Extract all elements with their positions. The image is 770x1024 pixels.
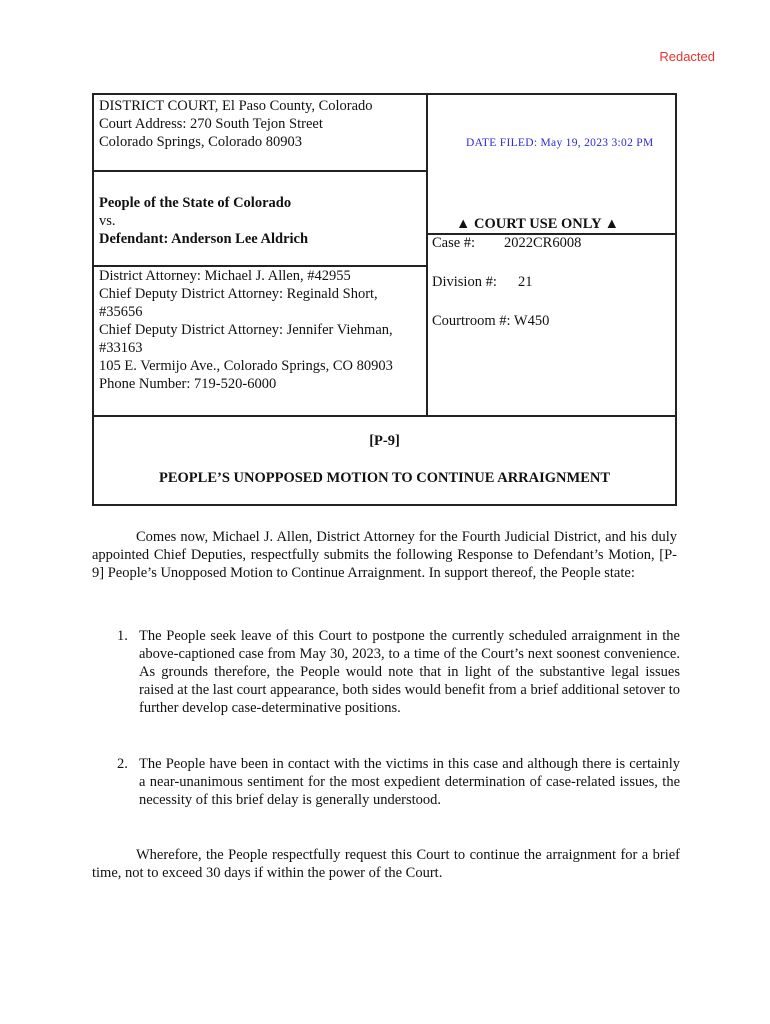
- division-row: [432, 274, 533, 291]
- caption-divider-title: [94, 415, 677, 417]
- plaintiff-name: People of the State of Colorado: [99, 195, 292, 211]
- division-label: Division #:: [432, 274, 497, 290]
- case-number: 2022CR6008: [504, 235, 582, 251]
- court-block: [99, 97, 373, 151]
- attorney-line: 105 E. Vermijo Ave., Colorado Springs, CO 80903: [99, 358, 393, 374]
- intro-text: Comes now, Michael J. Allen, District Attorney for the Fourth Judicial District, and his duly appointed Chief Deputies, respectfully submits the following Response to Defendant’s Motion, [P-9] People’s Unopposed Motion to Continue Arraignment. In support thereof, the People state:: [92, 529, 677, 581]
- intro-paragraph: [92, 528, 677, 582]
- courtroom-row: Courtroom #: W450: [432, 313, 550, 329]
- caption-vertical-divider: [426, 95, 428, 415]
- court-name: DISTRICT COURT, El Paso County, Colorado: [99, 98, 373, 114]
- case-label: Case #:: [432, 235, 476, 251]
- court-use-only-label: ▲ COURT USE ONLY ▲: [456, 216, 620, 232]
- defendant-name: Defendant: Anderson Lee Aldrich: [99, 231, 309, 247]
- redacted-stamp: Redacted: [659, 49, 715, 64]
- attorney-line: Phone Number: 719-520-6000: [99, 376, 277, 392]
- attorney-line: #33163: [99, 340, 143, 356]
- versus-label: vs.: [99, 213, 116, 229]
- parties-block: [99, 194, 308, 248]
- date-filed-stamp: DATE FILED: May 19, 2023 3:02 PM: [466, 137, 654, 149]
- motion-title-block: [94, 433, 675, 487]
- case-number-row: [432, 235, 581, 252]
- conclusion-paragraph: [92, 846, 680, 882]
- list-item-text: The People seek leave of this Court to postpone the currently scheduled arraignment in the above-captioned case from May 30, 2023, to a time of the Court’s next soonest convenience. As grounds therefore, the People would note that in light of the substantive legal issues raised at the last court appearance, both sides would benefit from a brief additional setover to further develop case-determinative positions.: [139, 628, 680, 716]
- list-item: [117, 627, 680, 717]
- case-caption-box: [92, 93, 677, 506]
- conclusion-text: Wherefore, the People respectfully request this Court to continue the arraignment for a brief time, not to exceed 30 days if within the power of the Court.: [92, 847, 680, 881]
- motion-title: PEOPLE’S UNOPPOSED MOTION TO CONTINUE ARRAIGNMENT: [158, 470, 611, 486]
- list-item-text: The People have been in contact with the victims in this case and although there is certainly a near-unanimous sentiment for the most expedient determination of case-related issues, the necessity of this brief delay is generally understood.: [139, 756, 680, 808]
- court-address: Court Address: 270 South Tejon Street: [99, 116, 323, 132]
- list-item: [117, 755, 680, 809]
- attorney-line: #35656: [99, 304, 143, 320]
- attorney-block: [99, 267, 393, 393]
- attorney-line: Chief Deputy District Attorney: Jennifer Viehman,: [99, 322, 393, 338]
- attorney-line: District Attorney: Michael J. Allen, #42955: [99, 268, 351, 284]
- list-item-number: 1.: [117, 628, 128, 644]
- attorney-line: Chief Deputy District Attorney: Reginald Short,: [99, 286, 378, 302]
- caption-divider-court: [94, 170, 426, 172]
- court-city: Colorado Springs, Colorado 80903: [99, 134, 302, 150]
- division-number: 21: [518, 274, 533, 290]
- list-item-number: 2.: [117, 756, 128, 772]
- motion-number: [P-9]: [369, 433, 400, 449]
